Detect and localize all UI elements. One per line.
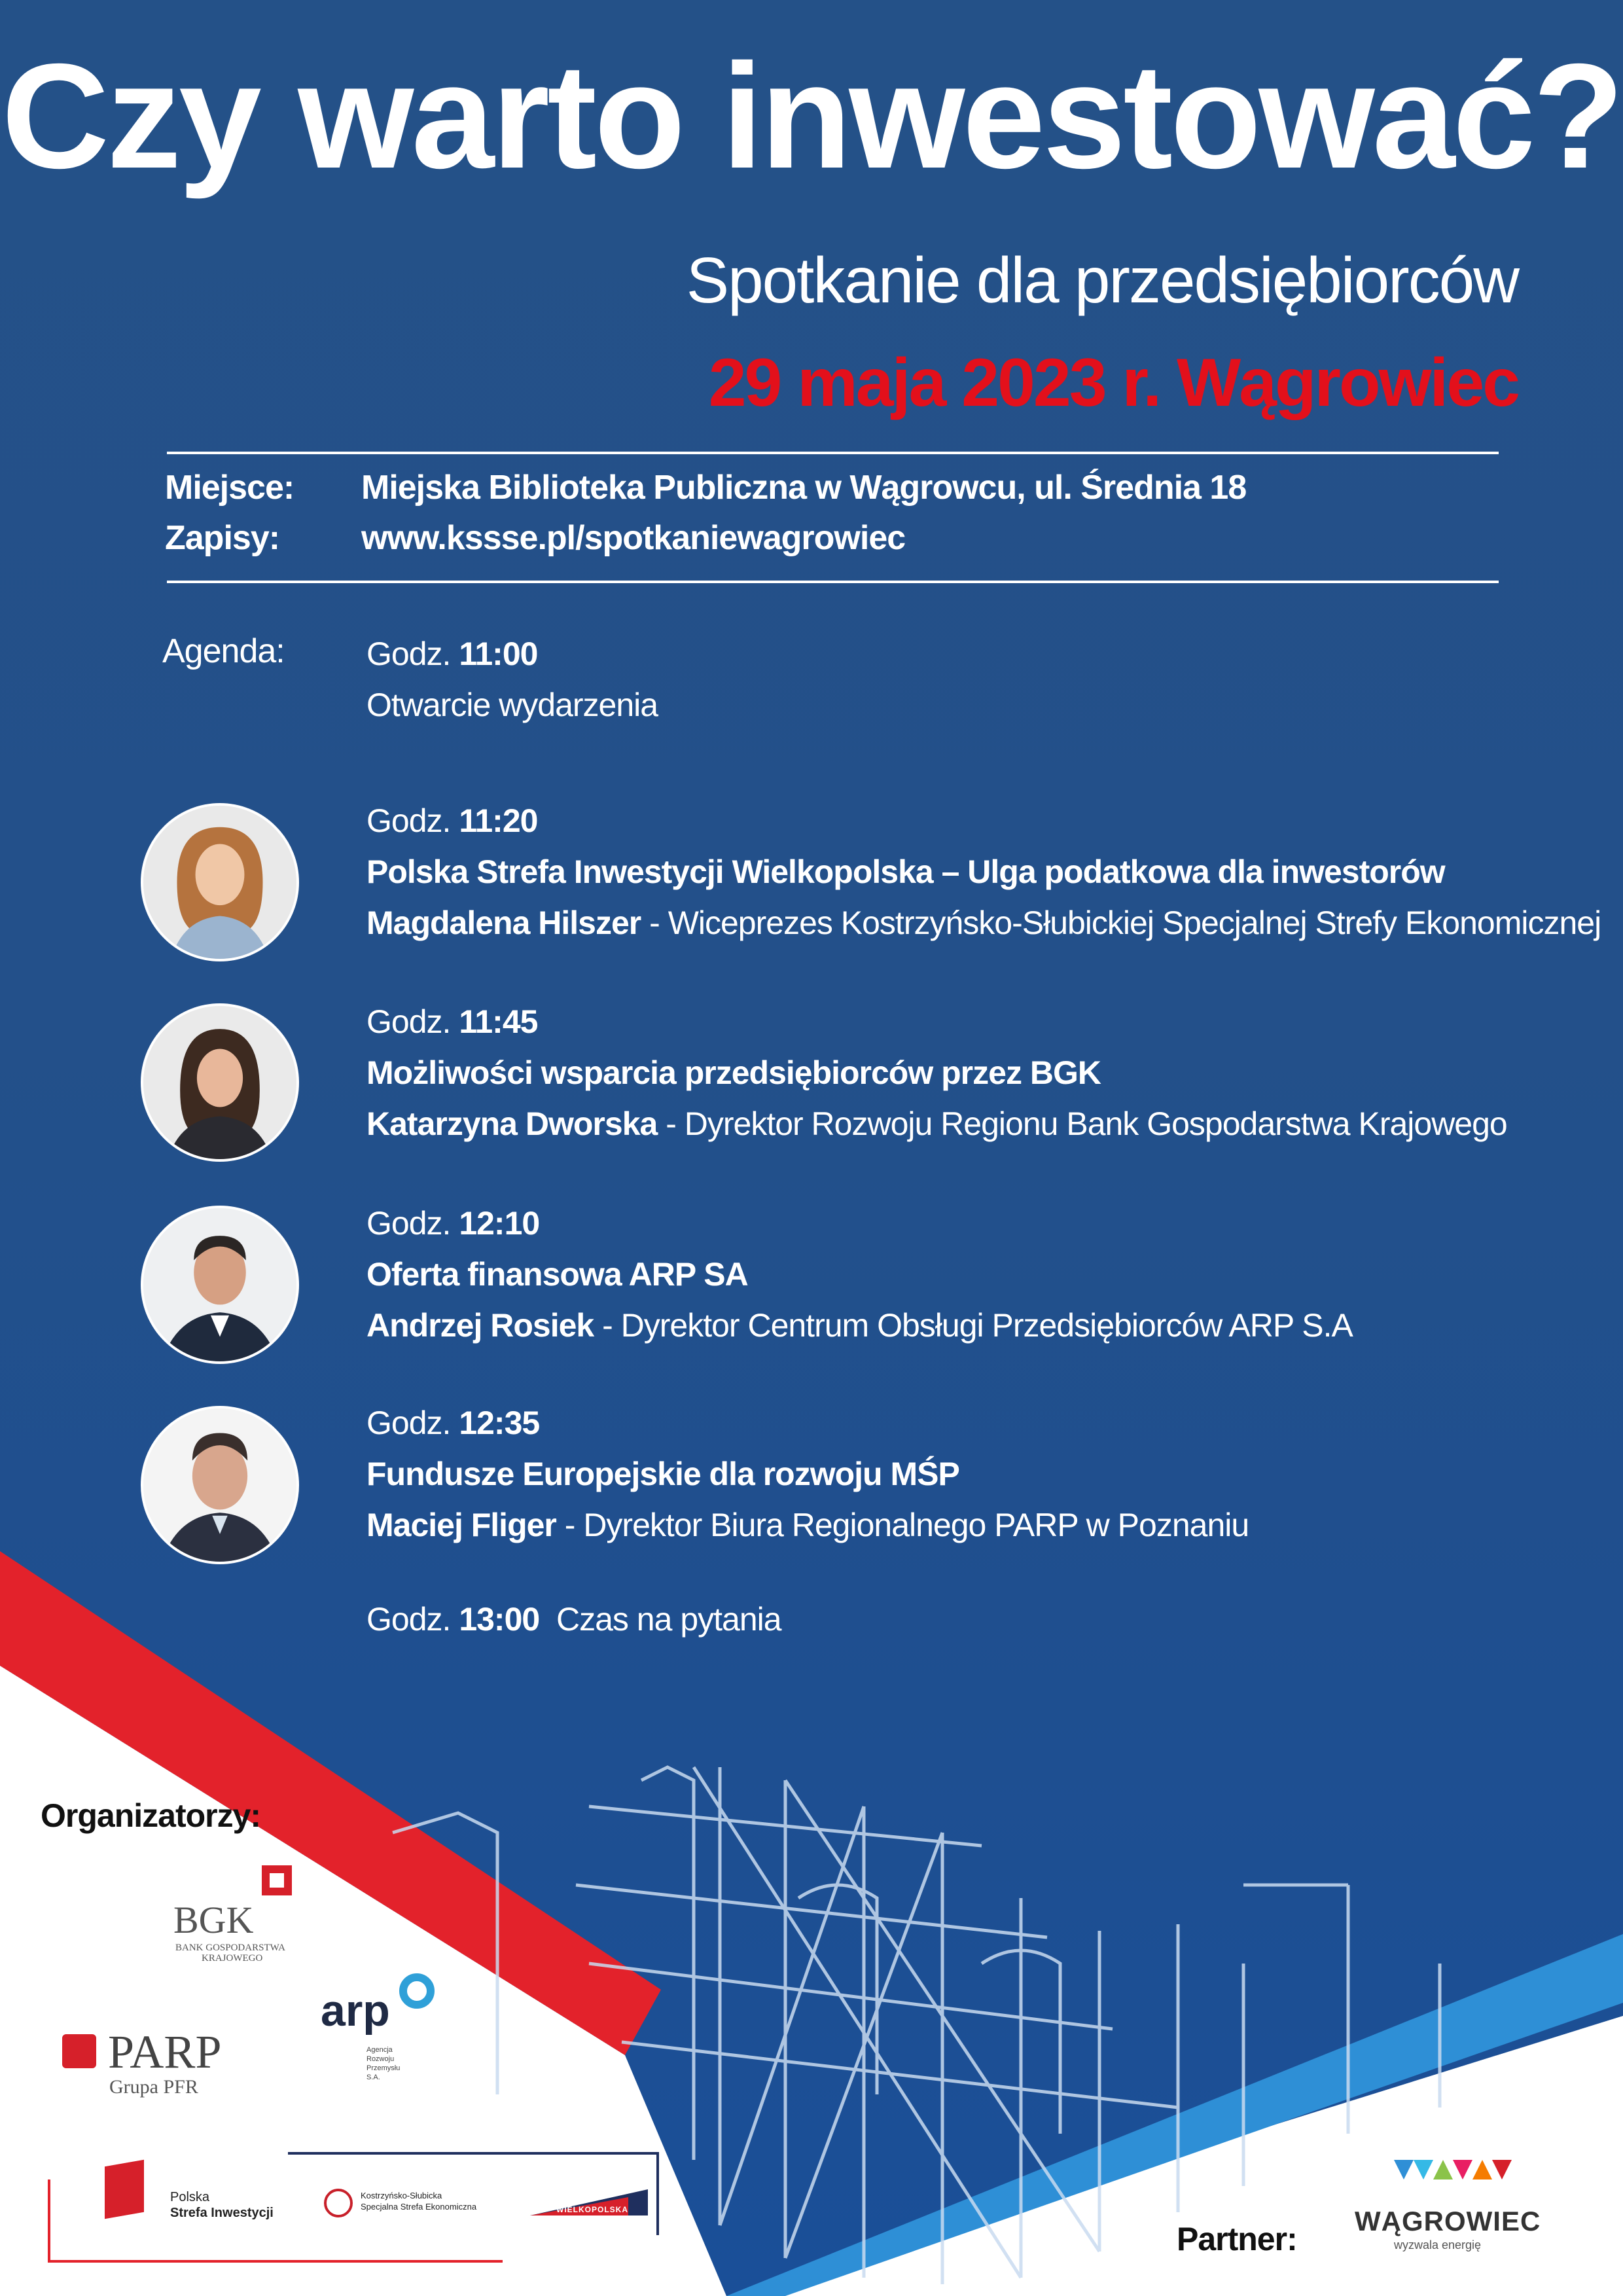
agenda-title: Możliwości wsparcia przedsiębiorców przez BGK <box>366 1054 1101 1091</box>
arp-sub1: Agencja <box>366 2046 393 2054</box>
godz-label: Godz. <box>366 1205 451 1242</box>
kssse-circle-icon <box>324 2189 353 2217</box>
arp-ring-icon <box>399 1973 435 2009</box>
parp-text: PARP <box>108 2026 222 2078</box>
divider-top <box>167 452 1499 454</box>
speaker-name: Katarzyna Dworska <box>366 1105 658 1142</box>
bgk-square-icon <box>262 1865 292 1895</box>
godz-label: Godz. <box>366 802 451 839</box>
wagrowiec-subtitle: wyzwala energię <box>1394 2238 1482 2251</box>
parp-mark-icon <box>62 2034 96 2068</box>
signup-link[interactable]: www.kssse.pl/spotkaniewagrowiec <box>361 519 906 557</box>
partner-label: Partner: <box>1177 2221 1297 2257</box>
godz-label: Godz. <box>366 1601 451 1638</box>
bgk-sub2: KRAJOWEGO <box>202 1953 263 1964</box>
divider-bottom <box>167 581 1499 583</box>
speaker-photo-fliger <box>141 1406 299 1564</box>
arp-text: arp <box>321 1986 390 2036</box>
godz-label: Godz. <box>366 636 451 672</box>
wagrowiec-text: WĄGROWIEC <box>1355 2206 1541 2236</box>
kssse-logo-icon <box>324 2186 520 2225</box>
psi-logo-icon <box>105 2163 301 2229</box>
agenda-title: Otwarcie wydarzenia <box>366 687 658 723</box>
speaker-name: Andrzej Rosiek <box>366 1307 594 1344</box>
place-label: Miejsce: <box>165 469 294 507</box>
kssse-line2: Specjalna Strefa Ekonomiczna <box>361 2202 477 2212</box>
agenda-item-3 <box>366 996 1507 1149</box>
wagrowiec-logo-icon <box>1348 2153 1544 2258</box>
speaker-photo-hilszer <box>141 803 299 961</box>
agenda-time: 11:00 <box>459 636 538 672</box>
psi-line1: Polska <box>170 2190 210 2204</box>
psi-text <box>170 2189 274 2221</box>
agenda-time: 13:00 <box>459 1601 540 1638</box>
agenda-item-4 <box>366 1198 1353 1351</box>
arp-sub2: Rozwoju <box>366 2055 395 2063</box>
bgk-text: BGK <box>173 1899 254 1941</box>
arp-subtitle <box>366 2045 400 2082</box>
agenda-label: Agenda: <box>162 632 285 670</box>
subtitle: Spotkanie dla przedsiębiorców <box>686 244 1518 316</box>
agenda-item-1 <box>366 628 658 730</box>
agenda-time: 12:35 <box>459 1405 540 1441</box>
person-photo-icon <box>143 1006 296 1159</box>
person-photo-icon <box>143 1408 296 1562</box>
parp-logo-icon <box>62 2026 259 2108</box>
parp-subtitle: Grupa PFR <box>109 2076 198 2098</box>
agenda-title: Fundusze Europejskie dla rozwoju MŚP <box>366 1456 959 1492</box>
agenda-item-2 <box>366 795 1601 948</box>
psi-line2: Strefa Inwestycji <box>170 2206 274 2220</box>
speaker-role: - Dyrektor Biura Regionalnego PARP w Poznaniu <box>556 1507 1249 1543</box>
kssse-line1: Kostrzyńsko-Słubicka <box>361 2191 442 2200</box>
kssse-text <box>361 2190 476 2212</box>
bgk-subtitle <box>175 1943 332 1964</box>
page-title: Czy warto inwestować? <box>1 33 1622 200</box>
arp-logo-icon <box>321 1973 452 2098</box>
wagrowiec-mark-icon <box>1394 2153 1512 2199</box>
agenda-title: Polska Strefa Inwestycji Wielkopolska – Ulga podatkowa dla inwestorów <box>366 853 1445 890</box>
person-photo-icon <box>143 806 296 959</box>
agenda-time: 11:45 <box>459 1003 538 1040</box>
wielkopolska-logo-icon <box>530 2183 648 2222</box>
bgk-logo-icon <box>157 1859 314 1977</box>
speaker-role: - Dyrektor Centrum Obsługi Przedsiębiorców ARP S.A <box>594 1307 1353 1344</box>
agenda-title: Oferta finansowa ARP SA <box>366 1256 748 1293</box>
psi-mark-icon <box>105 2160 144 2219</box>
agenda-time: 12:10 <box>459 1205 540 1242</box>
info-signup-row <box>165 515 905 561</box>
agenda-time: 11:20 <box>459 802 538 839</box>
godz-label: Godz. <box>366 1405 451 1441</box>
agenda-item-6 <box>366 1594 781 1645</box>
info-place-row <box>165 465 1246 511</box>
event-date-place: 29 maja 2023 r. Wągrowiec <box>708 345 1518 421</box>
wielkopolska-text: WIELKOPOLSKA <box>556 2205 628 2214</box>
arp-sub3: Przemysłu <box>366 2064 401 2072</box>
agenda-item-5 <box>366 1397 1249 1551</box>
organizers-label: Organizatorzy: <box>41 1797 261 1834</box>
speaker-name: Magdalena Hilszer <box>366 905 641 941</box>
place-value: Miejska Biblioteka Publiczna w Wągrowcu, ul. Średnia 18 <box>361 469 1247 507</box>
godz-label: Godz. <box>366 1003 451 1040</box>
arp-sub4: S.A. <box>366 2073 380 2081</box>
wielkopolska-mark-icon <box>530 2183 648 2222</box>
speaker-role: - Wiceprezes Kostrzyńsko-Słubickiej Specjalnej Strefy Ekonomicznej <box>641 905 1601 941</box>
speaker-name: Maciej Fliger <box>366 1507 556 1543</box>
speaker-role: - Dyrektor Rozwoju Regionu Bank Gospodarstwa Krajowego <box>657 1105 1507 1142</box>
agenda-title: Czas na pytania <box>556 1601 781 1638</box>
person-photo-icon <box>143 1208 296 1361</box>
bgk-sub1: BANK GOSPODARSTWA <box>175 1943 285 1953</box>
speaker-photo-rosiek <box>141 1206 299 1364</box>
signup-label: Zapisy: <box>165 519 280 557</box>
speaker-photo-dworska <box>141 1003 299 1162</box>
